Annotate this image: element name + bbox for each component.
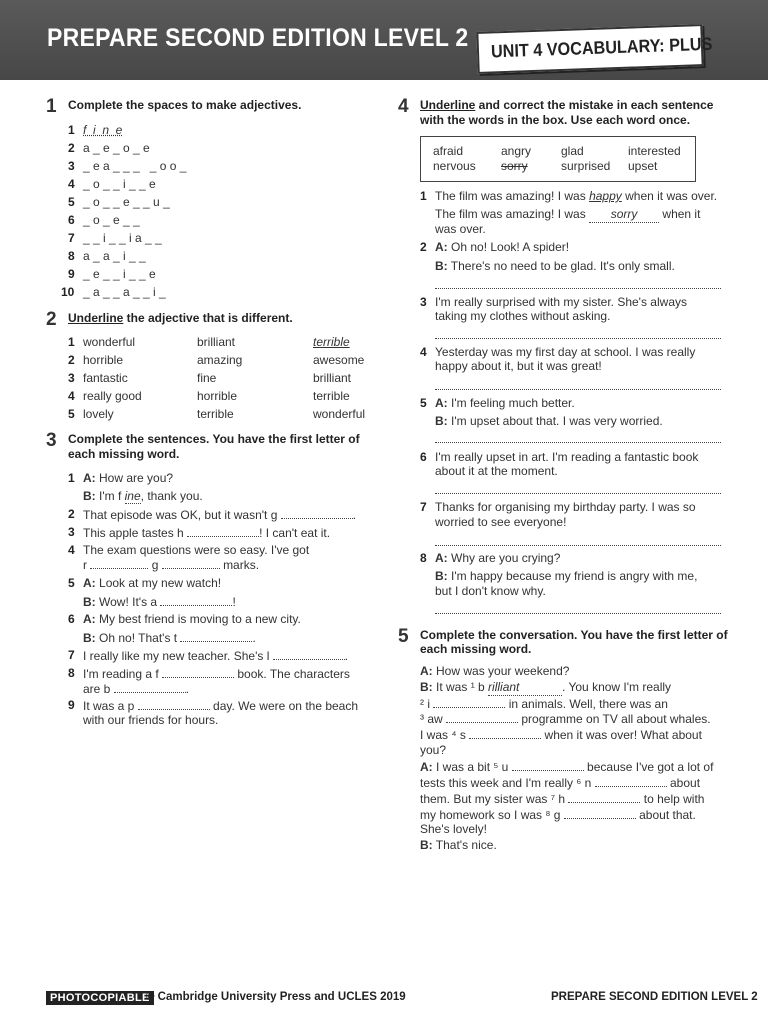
word: interested (628, 144, 681, 158)
adjective-option[interactable]: wonderful (83, 335, 136, 349)
item-number: 2 (68, 353, 75, 367)
adjective-option[interactable]: brilliant (313, 371, 352, 385)
adjective-option[interactable]: really good (83, 389, 142, 403)
conversation-line: my homework so I was ⁸ g about that. (420, 808, 696, 822)
item-number: 1 (68, 123, 75, 137)
photocopiable-badge: PHOTOCOPIABLE (46, 991, 154, 1005)
ex3-item8-line-b: are b . (83, 682, 190, 696)
ex3-item9-line-b: with our friends for hours. (83, 713, 219, 727)
ex3-item6-line-b: B: Oh no! That's t . (83, 631, 256, 645)
ex4-item4-line-b: happy about it, but it was great! (435, 359, 602, 373)
ex4-item5-line-b: B: I'm upset about that. I was very worried. (435, 414, 663, 428)
item-number: 3 (68, 371, 75, 385)
conversation-line: She's lovely! (420, 822, 487, 836)
adjective-option[interactable]: horrible (197, 389, 238, 403)
ex4-item5-line-a: A: I'm feeling much better. (435, 396, 575, 410)
adjective-option[interactable]: lovely (83, 407, 114, 421)
ex4-item6-line-b: about it at the moment. (435, 464, 558, 478)
letter-pattern[interactable]: a _ e _ o _ e (83, 141, 150, 155)
ex3-item8-line-a: I'm reading a f book. The characters (83, 667, 350, 681)
ex3-item9-line-a: It was a p day. We were on the beach (83, 699, 359, 713)
item-number: 2 (68, 141, 75, 155)
letter-pattern[interactable]: _ o _ e _ _ (83, 213, 140, 227)
word: angry (501, 144, 532, 158)
item-number: 1 (68, 335, 75, 349)
answer-blank[interactable] (512, 759, 584, 771)
footer-book-title: PREPARE SECOND EDITION LEVEL 2 (551, 991, 758, 1003)
conversation-line: B: It was ¹ b rilliant . You know I'm really (420, 680, 672, 694)
item-number: 5 (68, 195, 75, 209)
answer-line[interactable] (435, 389, 721, 390)
answer-blank[interactable] (138, 698, 210, 710)
answer-blank[interactable] (162, 557, 220, 569)
answer-blank[interactable] (469, 727, 541, 739)
answer-line[interactable] (435, 613, 721, 614)
conversation-line: them. But my sister was ⁷ h to help with (420, 792, 705, 806)
answer-blank[interactable] (160, 594, 232, 606)
answer-blank[interactable] (281, 507, 353, 519)
exercise-3-instruction-line2: each missing word. (68, 447, 180, 461)
word: afraid (433, 144, 464, 158)
answer-line[interactable] (435, 545, 721, 546)
adjective-option[interactable]: terrible (313, 335, 350, 349)
exercise-4-instruction-line2: with the words in the box. Use each word once. (420, 113, 691, 127)
letter-pattern[interactable]: _ o _ _ i _ _ e (83, 177, 156, 191)
letter-pattern[interactable]: f i n e (83, 123, 123, 137)
exercise-5-instruction-line1: Complete the conversation. You have the first letter of (420, 628, 728, 642)
page-header (0, 0, 768, 80)
exercise-2-number: 2 (46, 309, 57, 330)
letter-pattern[interactable]: a _ a _ i _ _ (83, 249, 146, 263)
letter-pattern[interactable]: _ o _ _ e _ _ u _ (83, 195, 170, 209)
item-number: 8 (68, 249, 75, 263)
answer-line[interactable] (435, 288, 721, 289)
word-crossed: sorry (501, 159, 528, 173)
answer-blank[interactable] (273, 648, 345, 660)
conversation-line: you? (420, 743, 447, 757)
ex4-item8-line-b: B: I'm happy because my friend is angry with me, (435, 569, 698, 583)
answer-blank[interactable] (187, 525, 259, 537)
ex4-item7-line-b: worried to see everyone! (435, 515, 567, 529)
ex4-item3-line-a: I'm really surprised with my sister. She's always (435, 295, 687, 309)
conversation-line: I was ⁴ s when it was over! What about (420, 728, 702, 742)
answer-blank[interactable] (568, 791, 640, 803)
ex4-item1-line-b: The film was amazing! I was sorry when it (435, 207, 701, 221)
adjective-option[interactable]: fine (197, 371, 217, 385)
answer-blank[interactable] (114, 681, 186, 693)
conversation-line: A: How was your weekend? (420, 664, 570, 678)
answer-line[interactable] (435, 442, 721, 443)
answer-blank[interactable] (446, 711, 518, 723)
exercise-4-instruction-line1: Underline and correct the mistake in each sentence (420, 98, 714, 112)
ex3-item4-line-a: The exam questions were so easy. I've got (83, 543, 310, 557)
ex3-item7: I really like my new teacher. She's l . (83, 649, 349, 663)
conversation-line: tests this week and I'm really ⁶ n about (420, 776, 701, 790)
ex3-item1-line-b: B: I'm f ine, thank you. (83, 489, 203, 503)
letter-pattern[interactable]: _ _ i _ _ i a _ _ (83, 231, 162, 245)
answer-line[interactable] (435, 338, 721, 339)
adjective-option[interactable]: amazing (197, 353, 243, 367)
adjective-option[interactable]: horrible (83, 353, 124, 367)
exercise-1-number: 1 (46, 96, 57, 117)
ex4-item4-line-a: Yesterday was my first day at school. I was really (435, 345, 696, 359)
item-number: 5 (68, 407, 75, 421)
unit-label: UNIT 4 VOCABULARY: PLUS (490, 33, 713, 62)
conversation-line: ² i in animals. Well, there was an (420, 697, 668, 711)
copyright-text: © Cambridge University Press and UCLES 2019 (146, 991, 406, 1003)
letter-pattern[interactable]: _ a _ _ a _ _ i _ (83, 285, 166, 299)
answer-line[interactable] (435, 493, 721, 494)
item-number: 10 (61, 285, 75, 299)
exercise-4-number: 4 (398, 96, 409, 117)
ex3-item5-line-b: B: Wow! It's a ! (83, 595, 236, 609)
exercise-3-instruction-line1: Complete the sentences. You have the first letter of (68, 432, 360, 446)
letter-pattern[interactable]: _ e a _ _ _ _ o o _ (83, 159, 187, 173)
item-number: 1 (68, 471, 75, 485)
item-number: 4 (68, 177, 75, 191)
underline-keyword: Underline (68, 311, 124, 325)
ex4-item8-line-c: but I don't know why. (435, 584, 546, 598)
exercise-3-number: 3 (46, 430, 57, 451)
word: upset (628, 159, 658, 173)
ex3-item5-line-a: A: Look at my new watch! (83, 576, 222, 590)
conversation-line: ³ aw programme on TV all about whales. (420, 712, 711, 726)
answer-blank[interactable] (162, 666, 234, 678)
ex4-item8-line-a: A: Why are you crying? (435, 551, 561, 565)
conversation-line: A: I was a bit ⁵ u because I've got a lot of (420, 760, 714, 774)
exercise-1-instruction: Complete the spaces to make adjectives. (68, 98, 302, 112)
ex3-item4-line-b: r g marks. (83, 558, 260, 572)
ex3-item6-line-a: A: My best friend is moving to a new city. (83, 612, 301, 626)
word: surprised (561, 159, 611, 173)
ex4-item6-line-a: I'm really upset in art. I'm reading a fantastic book (435, 450, 699, 464)
answer-blank[interactable] (564, 807, 636, 819)
book-title: PREPARE SECOND EDITION LEVEL 2 (47, 24, 469, 52)
answer-blank[interactable] (595, 775, 667, 787)
answer-blank[interactable] (433, 696, 505, 708)
item-number: 3 (68, 159, 75, 173)
adjective-option[interactable]: terrible (313, 389, 350, 403)
adjective-option[interactable]: wonderful (313, 407, 366, 421)
ex3-item3: This apple tastes h ! I can't eat it. (83, 526, 331, 540)
item-number: 7 (68, 231, 75, 245)
conversation-line: B: That's nice. (420, 838, 497, 852)
answer-blank[interactable] (90, 557, 148, 569)
exercise-2-instruction: Underline the adjective that is different. (68, 311, 293, 325)
ex4-item1-line-a: The film was amazing! I was happy when it was over. (435, 189, 718, 203)
word-box (420, 136, 696, 182)
letter-pattern[interactable]: _ e _ _ i _ _ e (83, 267, 156, 281)
exercise-5-number: 5 (398, 626, 409, 647)
exercise-5-instruction-line2: each missing word. (420, 642, 532, 656)
adjective-option[interactable]: terrible (197, 407, 234, 421)
item-number: 4 (68, 389, 75, 403)
ex3-item2: That episode was OK, but it wasn't g . (83, 508, 357, 522)
ex4-item1-line-c: was over. (435, 222, 486, 236)
ex4-item2-line-a: A: Oh no! Look! A spider! (435, 240, 570, 254)
adjective-option[interactable]: brilliant (197, 335, 236, 349)
ex4-item3-line-b: taking my clothes without asking. (435, 309, 611, 323)
item-number: 6 (68, 213, 75, 227)
answer-blank[interactable] (180, 630, 252, 642)
unit-label-box (476, 24, 713, 74)
word: glad (561, 144, 584, 158)
ex4-item7-line-a: Thanks for organising my birthday party. I was so (435, 500, 696, 514)
ex4-item2-line-b: B: There's no need to be glad. It's only small. (435, 259, 675, 273)
ex3-item1-line-a: A: How are you? (83, 471, 174, 485)
word: nervous (433, 159, 476, 173)
adjective-option[interactable]: fantastic (83, 371, 128, 385)
adjective-option[interactable]: awesome (313, 353, 365, 367)
item-number: 9 (68, 267, 75, 281)
